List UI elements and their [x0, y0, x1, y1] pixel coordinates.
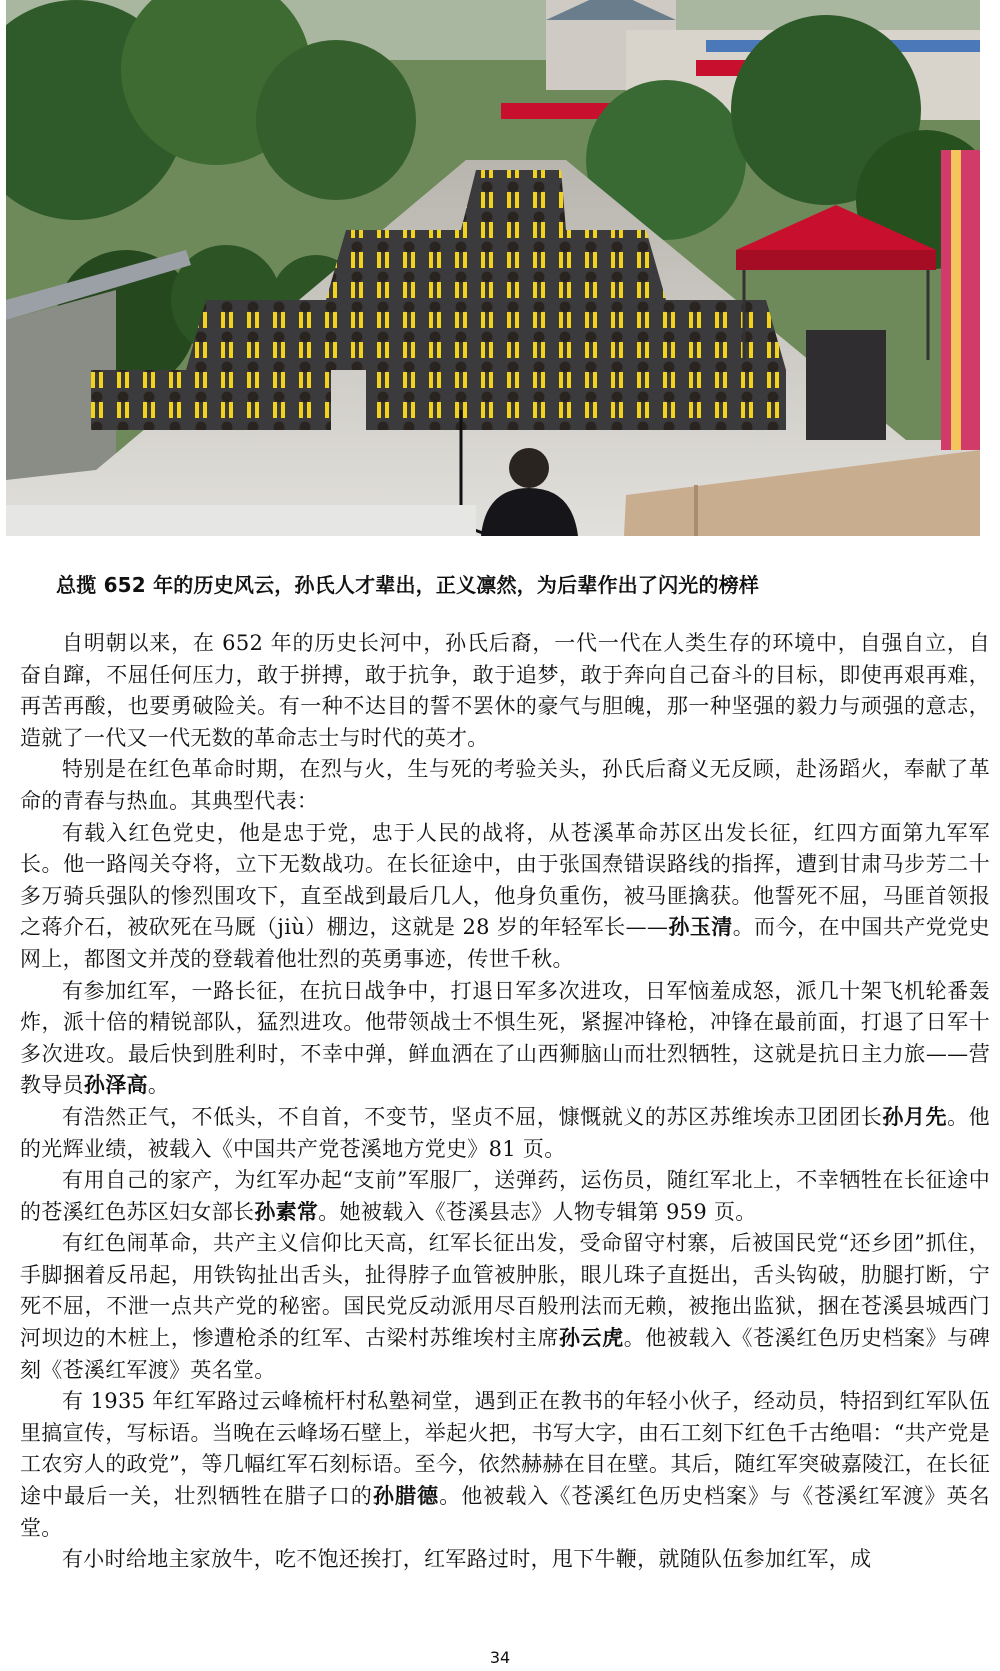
- ceremony-photo-illustration: [6, 0, 980, 536]
- paragraph: [20, 1544, 990, 1576]
- text-run: 。: [147, 1073, 170, 1098]
- paragraph: [20, 818, 990, 976]
- paragraph: [20, 628, 990, 754]
- paragraph: [20, 976, 990, 1102]
- paragraph: [20, 754, 990, 817]
- text-run: 有小时给地主家放牛，吃不饱还挨打，红军路过时，甩下牛鞭，就随队伍参加红军，成: [62, 1547, 872, 1572]
- highlighted-name: 孙玉清: [668, 915, 733, 940]
- text-run: 。她被载入《苍溪县志》人物专辑第 959 页。: [318, 1199, 757, 1224]
- highlighted-name: 孙月先: [882, 1104, 948, 1129]
- text-run: 有参加红军，一路长征，在抗日战争中，打退日军多次进攻，日军恼羞成怒，派几十架飞机轮番轰炸，派十倍的精锐部队，猛烈进攻。他带领战士不惧生死，紧握冲锋枪，冲锋在最前面，打退了日军十多次进攻。最后快到胜利时，不幸中弹，鲜血洒在了山西狮脑山而壮烈牺牲，这就是抗日主力旅——营教导员: [20, 978, 990, 1098]
- text-run: 有载入红色党史，他是忠于党，忠于人民的战将，从苍溪革命苏区出发长征，红四方面第九军军长。他一路闯关夺将，立下无数战功。在长征途中，由于张国焘错误路线的指挥，遭到甘肃马步芳二十多万骑兵强队的惨烈围攻下，直至战到最后几人，他身负重伤，被马匪擒获。他誓死不屈，马匪首领报之蒋介石，被砍死在马厩（jiù）棚边，这就是 28 岁的年轻军长——: [20, 820, 990, 940]
- highlighted-name: 孙泽高: [83, 1073, 148, 1098]
- text-run: 。他的光辉业绩，被载入《中国共产党苍溪地方党史》81 页。: [20, 1104, 990, 1161]
- text-run: 有 1935 年红军路过云峰梳杆村私塾祠堂，遇到正在教书的年轻小伙子，经动员，特招到红军队伍里搞宣传，写标语。当晚在云峰场石壁上，举起火把，书写大字，由石工刻下红色千古绝唱：“共产党是工农穷人的政党”，等几幅红军石刻标语。至今，依然赫赫在目在壁。其后，随红军突破嘉陵江，在长征途中最后一关，壮烈牺牲在腊子口的: [20, 1389, 990, 1509]
- article-body: [20, 628, 990, 1576]
- text-run: 有浩然正气，不低头，不自首，不变节，坚贞不屈，慷慨就义的苏区苏维埃赤卫团团长: [62, 1104, 883, 1129]
- text-run: 有用自己的家产，为红军办起“支前”军服厂，送弹药，运伤员，随红军北上，不幸牺牲在长征途中的苍溪红色苏区妇女部长: [20, 1168, 990, 1224]
- paragraph: [20, 1102, 990, 1165]
- paragraph: [20, 1228, 990, 1386]
- text-run: 。他被载入《苍溪红色历史档案》与《苍溪红军渡》英名堂。: [20, 1484, 990, 1540]
- highlighted-name: 孙云虎: [559, 1326, 624, 1351]
- highlighted-name: 孙素常: [254, 1199, 319, 1224]
- photo-caption: 总揽 652 年的历史风云，孙氏人才辈出，正义凛然，为后辈作出了闪光的榜样: [56, 573, 760, 597]
- page-number: 34: [489, 1648, 511, 1667]
- ceremony-photo: [6, 0, 980, 536]
- text-run: 。而今，在中国共产党党史网上，都图文并茂的登载着他壮烈的英勇事迹，传世千秋。: [20, 915, 990, 971]
- text-run: 。他被载入《苍溪红色历史档案》与碑刻《苍溪红军渡》英名堂。: [20, 1326, 990, 1382]
- highlighted-name: 孙腊德: [373, 1484, 440, 1509]
- text-run: 有红色闹革命，共产主义信仰比天高，红军长征出发，受命留守村寨，后被国民党“还乡团”抓住，手脚捆着反吊起，用铁钩扯出舌头，扯得脖子血管被肿胀，眼儿珠子直挺出，舌头钩破，肋腿打断，宁死不屈，不泄一点共产党的秘密。国民党反动派用尽百般刑法而无赖，被拖出监狱，捆在苍溪县城西门河坝边的木桩上，惨遭枪杀的红军、古梁村苏维埃村主席: [20, 1231, 990, 1351]
- paragraph: [20, 1165, 990, 1228]
- text-run: 自明朝以来，在 652 年的历史长河中，孙氏后裔，一代一代在人类生存的环境中，自强自立，自奋自蹿，不屈任何压力，敢于拼搏，敢于抗争，敢于追梦，敢于奔向自己奋斗的目标，即使再艰再难，再苦再酸，也要勇破险关。有一种不达目的誓不罢休的豪气与胆魄，那一种坚强的毅力与顽强的意志，造就了一代又一代无数的革命志士与时代的英才。: [20, 631, 990, 750]
- text-run: 特别是在红色革命时期，在烈与火，生与死的考验关头，孙氏后裔义无反顾，赴汤蹈火，奉献了革命的青春与热血。其典型代表：: [20, 757, 990, 813]
- paragraph: [20, 1386, 990, 1544]
